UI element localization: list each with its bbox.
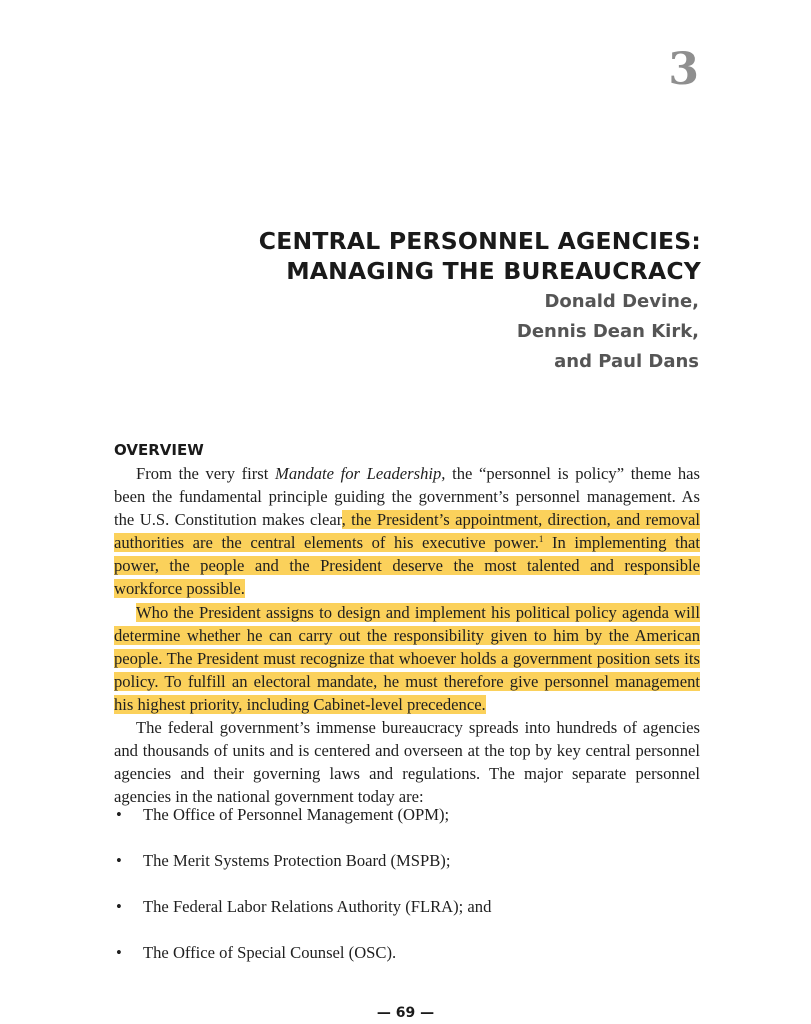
author-1: Donald Devine,: [544, 291, 699, 312]
author-list: [517, 287, 699, 377]
list-item-text: The Office of Special Counsel (OSC).: [143, 943, 397, 962]
paragraph-1-text-a: From the very first: [136, 464, 275, 483]
list-item: [114, 940, 700, 986]
agency-list: [114, 802, 700, 986]
bullet-icon: •: [116, 943, 122, 962]
paragraph-2: [114, 601, 700, 716]
page-number: — 69 —: [376, 1005, 435, 1021]
paragraph-1-highlight-a: , the President’s appointment, direction, and removal authorities are the central elements of his executive power.: [114, 510, 700, 553]
list-item-text: The Federal Labor Relations Authority (FLRA); and: [143, 897, 492, 916]
paragraph-2-highlight: Who the President assigns to design and implement his political policy agenda will determine whether he can carry out the responsibility given to him by the American people. The President must recognize that whoever holds a government position sets its policy. To fulfill an electoral mandate, he must therefore give personnel management his highest priority, including Cabinet-level precedence.: [114, 602, 700, 714]
publication-title: Mandate for Leadership,: [275, 464, 446, 483]
chapter-title-line-2: MANAGING THE BUREAUCRACY: [286, 257, 701, 285]
paragraph-3: The federal government’s immense bureaucracy spreads into hundreds of agencies and thousands of units and is centered and overseen at the top by key central personnel agencies and their governing laws and regulations. The major separate personnel agencies in the national government today are:: [114, 718, 700, 807]
list-item-text: The Office of Personnel Management (OPM);: [143, 805, 450, 824]
paragraph-1-text-b: the “personnel is policy” theme has been the fundamental principle guiding the government’s personnel management. As the U.S. Constitution makes clear: [114, 464, 700, 530]
author-3: and Paul Dans: [554, 351, 699, 372]
list-item: [114, 802, 700, 848]
chapter-number: 3: [668, 44, 699, 95]
chapter-title: [259, 226, 701, 286]
body-text: [114, 462, 700, 808]
author-2: Dennis Dean Kirk,: [516, 321, 699, 342]
list-item: [114, 894, 700, 940]
paragraph-1-highlight-b: In implementing that power, the people and the President deserve the most talented and responsible workforce possible.: [114, 533, 700, 599]
bullet-icon: •: [116, 805, 122, 824]
bullet-icon: •: [116, 851, 122, 870]
list-item: [114, 848, 700, 894]
bullet-icon: •: [116, 897, 122, 916]
paragraph-1: [114, 462, 700, 601]
section-heading: OVERVIEW: [114, 441, 204, 459]
list-item-text: The Merit Systems Protection Board (MSPB);: [143, 851, 451, 870]
chapter-title-line-1: CENTRAL PERSONNEL AGENCIES:: [258, 227, 701, 255]
footnote-marker: 1: [538, 534, 544, 545]
